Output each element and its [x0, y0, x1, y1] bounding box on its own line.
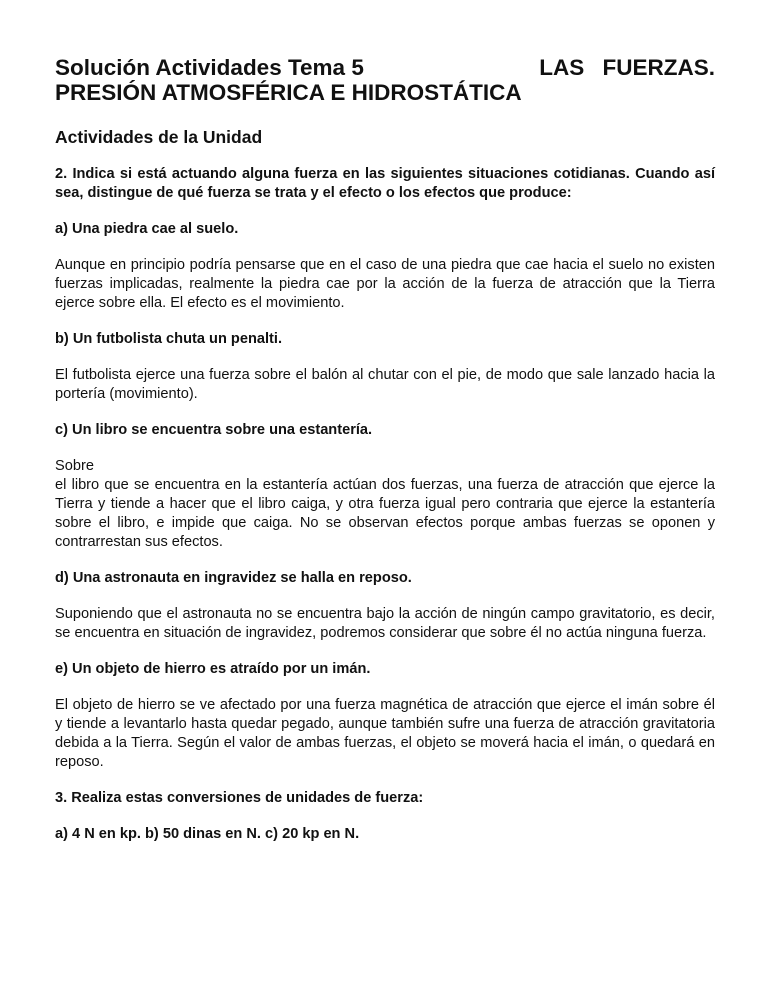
title-line-1 [55, 55, 715, 80]
title-line-2: PRESIÓN ATMOSFÉRICA E HIDROSTÁTICA [55, 80, 522, 105]
item-b-heading: b) Un futbolista chuta un penalti. [55, 331, 283, 347]
item-c-answer-block [55, 457, 715, 552]
item-e-answer: El objeto de hierro se ve afectado por una fuerza magnética de atracción que ejerce el imán sobre él y tiende a levantarlo hasta quedar pegado, aunque también sufre una fuerza de atracción gravitatoria debida a la Tierra. Según el valor de ambas fuerzas, el objeto se moverá hacia el imán, o quedará en reposo. [55, 697, 715, 770]
document-title [55, 55, 715, 105]
title-left: Solución Actividades Tema 5 [55, 55, 364, 80]
document-page [55, 55, 715, 844]
question-3-items: a) 4 N en kp. b) 50 dinas en N. c) 20 kp en N. [55, 826, 360, 842]
title-right: LAS FUERZAS. [539, 55, 715, 80]
item-a-answer: Aunque en principio podría pensarse que en el caso de una piedra que cae hacia el suelo no existen fuerzas implicadas, realmente la piedra cae por la acción de la fuerza de atracción que la Tierra ejerce sobre ella. El efecto es el movimiento. [55, 257, 715, 311]
item-c-answer-first: Sobre [55, 458, 94, 474]
question-3: 3. Realiza estas conversiones de unidades de fuerza: [55, 790, 424, 806]
item-e-heading: e) Un objeto de hierro es atraído por un imán. [55, 661, 371, 677]
question-2: 2. Indica si está actuando alguna fuerza en las siguientes situaciones cotidianas. Cuando así sea, distingue de qué fuerza se trata y el efecto o los efectos que produce: [55, 166, 715, 201]
item-a-heading: a) Una piedra cae al suelo. [55, 221, 239, 237]
item-d-heading: d) Una astronauta en ingravidez se halla en reposo. [55, 570, 412, 586]
section-heading: Actividades de la Unidad [55, 127, 263, 147]
item-b-answer: El futbolista ejerce una fuerza sobre el balón al chutar con el pie, de modo que sale lanzado hacia la portería (movimiento). [55, 367, 715, 402]
item-d-answer: Suponiendo que el astronauta no se encuentra bajo la acción de ningún campo gravitatorio, es decir, se encuentra en situación de ingravidez, podremos considerar que sobre él no actúa ninguna fuerza. [55, 606, 715, 641]
item-c-heading: c) Un libro se encuentra sobre una estantería. [55, 422, 373, 438]
item-c-answer: el libro que se encuentra en la estantería actúan dos fuerzas, una fuerza de atracción que ejerce la Tierra y tiende a hacer que el libro caiga, y otra fuerza igual pero contraria que ejerce la estantería sobre el libro, e impide que caiga. No se observan efectos porque ambas fuerzas se oponen y contrarrestan sus efectos. [55, 477, 715, 550]
